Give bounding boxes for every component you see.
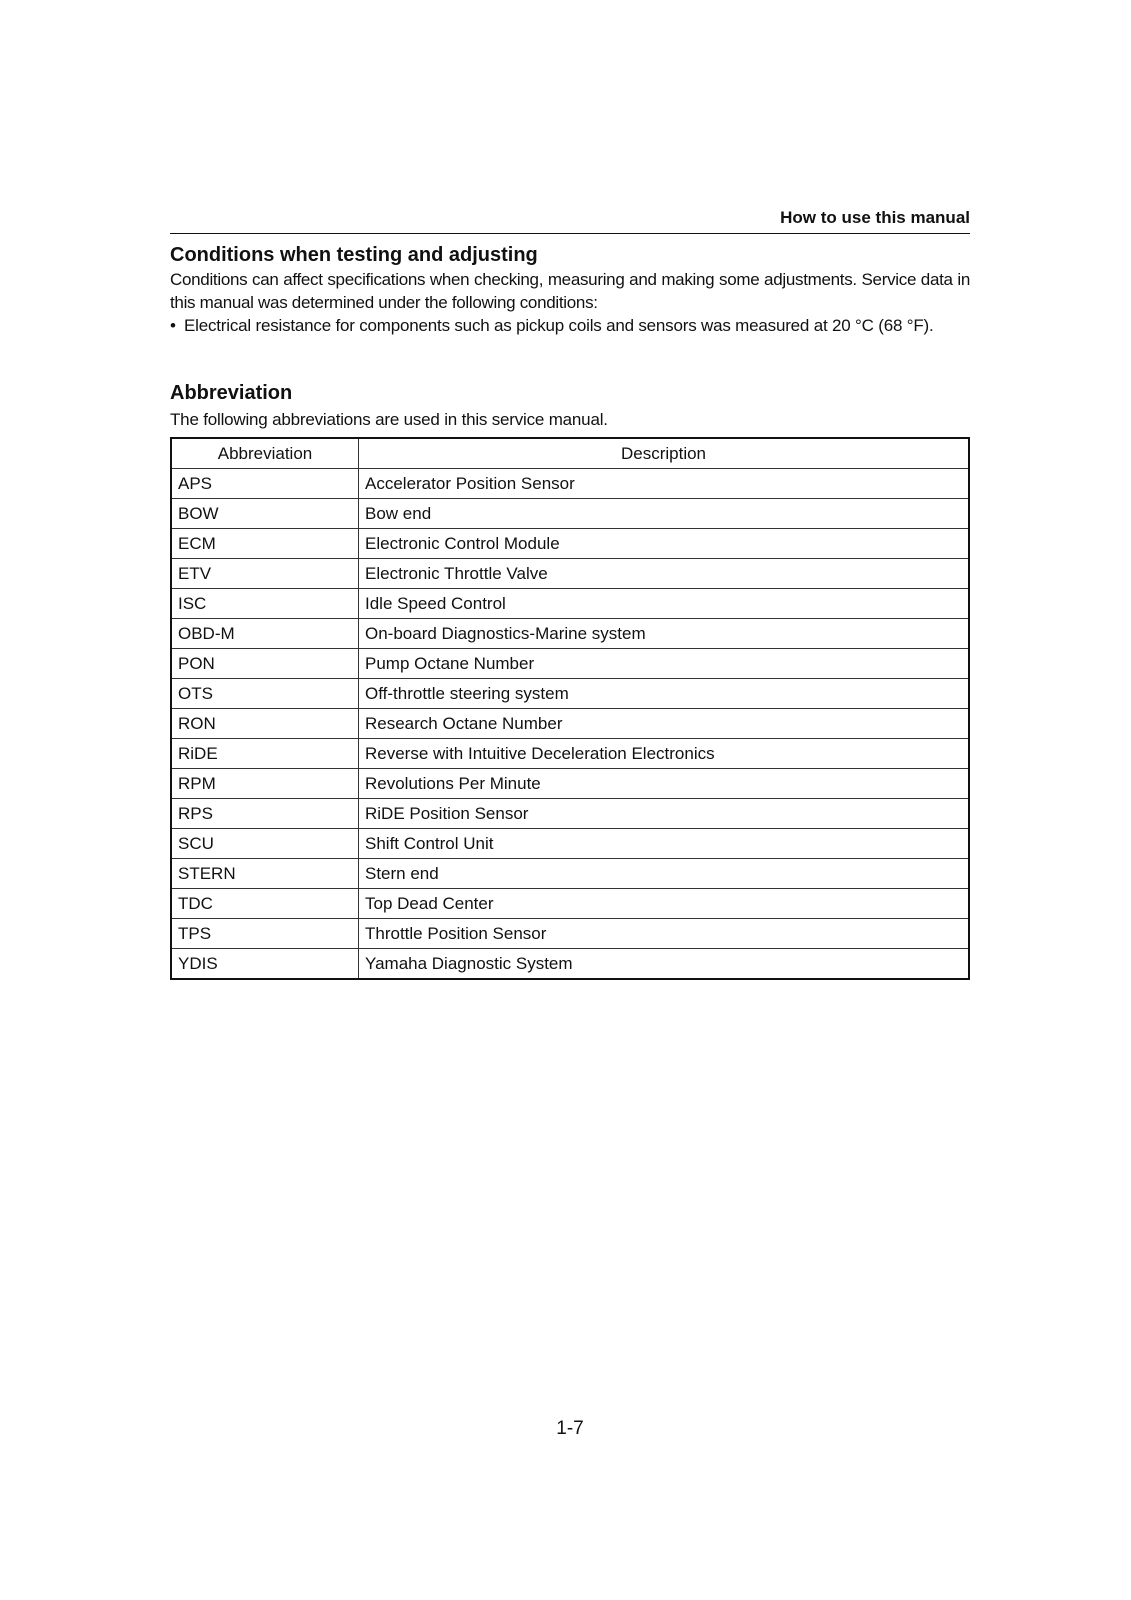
table-row [171, 889, 969, 919]
abbreviation-cell: TDC [171, 889, 359, 919]
abbreviation-intro: The following abbreviations are used in this service manual. [170, 410, 608, 429]
abbreviation-cell: APS [171, 469, 359, 499]
header-rule [170, 233, 970, 234]
conditions-bullet [170, 314, 970, 337]
abbreviation-cell: STERN [171, 859, 359, 889]
description-cell: Off-throttle steering system [359, 679, 970, 709]
description-cell: Top Dead Center [359, 889, 970, 919]
table-row [171, 949, 969, 980]
table-row [171, 829, 969, 859]
description-cell: Accelerator Position Sensor [359, 469, 970, 499]
table-row [171, 859, 969, 889]
table-row [171, 679, 969, 709]
abbreviation-cell: RPS [171, 799, 359, 829]
abbreviation-cell: RiDE [171, 739, 359, 769]
table-row [171, 769, 969, 799]
abbreviation-cell: ISC [171, 589, 359, 619]
description-cell: Pump Octane Number [359, 649, 970, 679]
table-row [171, 529, 969, 559]
abbreviation-cell: SCU [171, 829, 359, 859]
table-row [171, 589, 969, 619]
description-cell: Bow end [359, 499, 970, 529]
description-cell: Throttle Position Sensor [359, 919, 970, 949]
bullet-dot-icon: • [170, 316, 176, 335]
column-header-description: Description [359, 438, 970, 469]
abbreviation-table [170, 437, 970, 980]
conditions-section [170, 242, 970, 337]
table-row [171, 649, 969, 679]
table-row [171, 799, 969, 829]
description-cell: Revolutions Per Minute [359, 769, 970, 799]
abbreviation-section [170, 380, 970, 431]
page-number: 1-7 [556, 1418, 584, 1439]
running-header: How to use this manual [780, 208, 970, 227]
table-row [171, 739, 969, 769]
table-row [171, 559, 969, 589]
description-cell: Stern end [359, 859, 970, 889]
conditions-heading: Conditions when testing and adjusting [170, 244, 538, 266]
description-cell: On-board Diagnostics-Marine system [359, 619, 970, 649]
description-cell: Reverse with Intuitive Deceleration Electronics [359, 739, 970, 769]
description-cell: Research Octane Number [359, 709, 970, 739]
abbreviation-heading: Abbreviation [170, 382, 293, 404]
table-row [171, 709, 969, 739]
conditions-bullet-text: Electrical resistance for components such as pickup coils and sensors was measured at 20 °C (68 °F). [184, 316, 934, 335]
abbreviation-cell: OTS [171, 679, 359, 709]
abbreviation-cell: YDIS [171, 949, 359, 980]
abbreviation-cell: RPM [171, 769, 359, 799]
abbreviation-cell: BOW [171, 499, 359, 529]
table-row [171, 619, 969, 649]
abbreviation-cell: ETV [171, 559, 359, 589]
abbreviation-cell: TPS [171, 919, 359, 949]
table-row [171, 499, 969, 529]
column-header-abbreviation: Abbreviation [171, 438, 359, 469]
abbreviation-cell: OBD-M [171, 619, 359, 649]
description-cell: Shift Control Unit [359, 829, 970, 859]
abbreviation-cell: PON [171, 649, 359, 679]
description-cell: Electronic Control Module [359, 529, 970, 559]
table-row [171, 919, 969, 949]
description-cell: Yamaha Diagnostic System [359, 949, 970, 980]
description-cell: RiDE Position Sensor [359, 799, 970, 829]
description-cell: Idle Speed Control [359, 589, 970, 619]
abbreviation-cell: ECM [171, 529, 359, 559]
table-row [171, 469, 969, 499]
table-body [171, 469, 969, 980]
description-cell: Electronic Throttle Valve [359, 559, 970, 589]
conditions-paragraph: Conditions can affect specifications when checking, measuring and making some adjustments. Service data in this manual was determined under the following conditions: [170, 270, 970, 312]
abbreviation-cell: RON [171, 709, 359, 739]
table-header-row [171, 438, 969, 469]
